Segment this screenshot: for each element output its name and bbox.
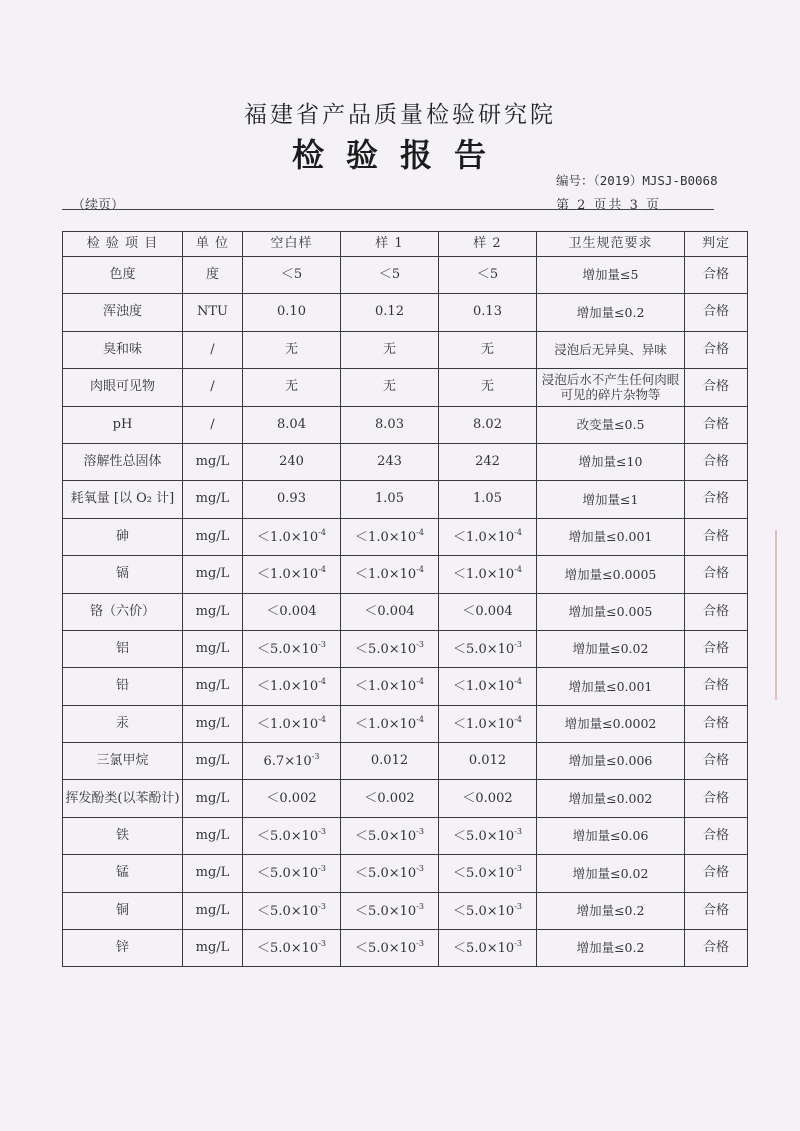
unit: mg/L — [183, 668, 243, 705]
value-sample1: ＜0.002 — [341, 780, 439, 817]
table-row — [63, 743, 748, 780]
value-exponent: -3 — [514, 639, 522, 649]
value-exponent: -4 — [514, 677, 522, 687]
value-mantissa: ＜1.0×10 — [257, 679, 319, 695]
item-name: 浑浊度 — [63, 294, 183, 331]
value-sample2 — [439, 705, 537, 742]
col-header-unit: 单 位 — [183, 232, 243, 257]
table-row — [63, 705, 748, 742]
value-exponent: -4 — [416, 714, 424, 724]
table-row — [63, 331, 748, 368]
value-blank: 8.04 — [243, 406, 341, 443]
value-exponent: -3 — [318, 639, 326, 649]
value-sample2: ＜0.004 — [439, 593, 537, 630]
requirement: 浸泡后水不产生任何肉眼可见的碎片杂物等 — [537, 369, 685, 406]
value-sample1: ＜5 — [341, 257, 439, 294]
result: 合格 — [685, 406, 748, 443]
unit: mg/L — [183, 743, 243, 780]
table-header-row — [63, 232, 748, 257]
value-sample1: ＜0.004 — [341, 593, 439, 630]
value-sample2: 0.012 — [439, 743, 537, 780]
requirement: 增加量≤0.002 — [537, 780, 685, 817]
value-mantissa: 6.7×10 — [263, 754, 312, 770]
requirement: 增加量≤1 — [537, 481, 685, 518]
value-sample1 — [341, 930, 439, 967]
unit: mg/L — [183, 780, 243, 817]
requirement: 增加量≤0.001 — [537, 668, 685, 705]
table-row — [63, 668, 748, 705]
value-exponent: -3 — [416, 901, 424, 911]
requirement: 增加量≤0.005 — [537, 593, 685, 630]
requirement: 增加量≤0.001 — [537, 518, 685, 555]
value-sample1 — [341, 518, 439, 555]
value-blank: 240 — [243, 443, 341, 480]
item-name: 色度 — [63, 257, 183, 294]
unit: mg/L — [183, 630, 243, 667]
value-blank — [243, 817, 341, 854]
requirement: 浸泡后无异臭、异味 — [537, 331, 685, 368]
value-mantissa: ＜5.0×10 — [257, 941, 319, 957]
value-exponent: -3 — [311, 752, 320, 762]
value-mantissa: ＜5.0×10 — [453, 866, 515, 882]
result: 合格 — [685, 369, 748, 406]
table-body — [63, 257, 748, 967]
value-mantissa: ＜5.0×10 — [257, 866, 319, 882]
value-sample1: 无 — [341, 369, 439, 406]
unit: mg/L — [183, 556, 243, 593]
value-mantissa: ＜5.0×10 — [453, 641, 515, 657]
unit: / — [183, 331, 243, 368]
value-mantissa: ＜1.0×10 — [453, 567, 515, 583]
value-mantissa: ＜1.0×10 — [257, 567, 319, 583]
value-exponent: -4 — [318, 527, 326, 537]
result: 合格 — [685, 892, 748, 929]
value-exponent: -3 — [318, 826, 326, 836]
result: 合格 — [685, 294, 748, 331]
value-mantissa: ＜5.0×10 — [453, 903, 515, 919]
requirement: 增加量≤10 — [537, 443, 685, 480]
unit: NTU — [183, 294, 243, 331]
value-blank — [243, 743, 341, 780]
item-name: 溶解性总固体 — [63, 443, 183, 480]
value-sample1: 243 — [341, 443, 439, 480]
item-name: 砷 — [63, 518, 183, 555]
value-mantissa: ＜5.0×10 — [257, 641, 319, 657]
col-header-blank: 空白样 — [243, 232, 341, 257]
result: 合格 — [685, 556, 748, 593]
value-sample1: 无 — [341, 331, 439, 368]
value-sample2: 无 — [439, 331, 537, 368]
value-blank: ＜0.004 — [243, 593, 341, 630]
table-row — [63, 930, 748, 967]
continued-label: （续页） — [72, 198, 125, 213]
value-sample2 — [439, 930, 537, 967]
value-exponent: -3 — [514, 901, 522, 911]
unit: mg/L — [183, 481, 243, 518]
result: 合格 — [685, 855, 748, 892]
result: 合格 — [685, 930, 748, 967]
unit: mg/L — [183, 593, 243, 630]
table-row — [63, 780, 748, 817]
item-name: 铅 — [63, 668, 183, 705]
requirement: 增加量≤0.06 — [537, 817, 685, 854]
value-sample2 — [439, 556, 537, 593]
value-blank: 0.10 — [243, 294, 341, 331]
result: 合格 — [685, 443, 748, 480]
requirement: 增加量≤0.0005 — [537, 556, 685, 593]
requirement: 改变量≤0.5 — [537, 406, 685, 443]
value-blank — [243, 930, 341, 967]
value-mantissa: ＜1.0×10 — [453, 679, 515, 695]
table-row — [63, 630, 748, 667]
value-mantissa: ＜1.0×10 — [355, 716, 417, 732]
value-mantissa: ＜5.0×10 — [453, 941, 515, 957]
item-name: 锰 — [63, 855, 183, 892]
value-blank — [243, 518, 341, 555]
value-sample2: ＜0.002 — [439, 780, 537, 817]
item-name: 汞 — [63, 705, 183, 742]
unit: mg/L — [183, 817, 243, 854]
value-blank — [243, 892, 341, 929]
value-mantissa: ＜5.0×10 — [355, 828, 417, 844]
report-title: 检验报告 — [291, 136, 508, 174]
table-row — [63, 369, 748, 406]
table-row — [63, 294, 748, 331]
result: 合格 — [685, 593, 748, 630]
result: 合格 — [685, 743, 748, 780]
value-sample1 — [341, 705, 439, 742]
result: 合格 — [685, 518, 748, 555]
value-mantissa: ＜5.0×10 — [257, 903, 319, 919]
value-mantissa: ＜5.0×10 — [355, 641, 417, 657]
value-exponent: -3 — [514, 864, 522, 874]
value-sample1 — [341, 556, 439, 593]
unit: / — [183, 406, 243, 443]
value-sample2: ＜5 — [439, 257, 537, 294]
value-exponent: -4 — [514, 527, 522, 537]
unit: mg/L — [183, 930, 243, 967]
value-exponent: -3 — [318, 864, 326, 874]
value-blank: 无 — [243, 369, 341, 406]
value-blank: 0.93 — [243, 481, 341, 518]
value-sample2 — [439, 817, 537, 854]
organization-name: 福建省产品质量检验研究院 — [244, 102, 556, 128]
item-name: 挥发酚类(以苯酚计) — [63, 780, 183, 817]
item-name: 三氯甲烷 — [63, 743, 183, 780]
requirement: 增加量≤0.2 — [537, 294, 685, 331]
value-mantissa: ＜1.0×10 — [257, 716, 319, 732]
item-name: 铝 — [63, 630, 183, 667]
result: 合格 — [685, 257, 748, 294]
value-sample1 — [341, 668, 439, 705]
value-exponent: -4 — [318, 677, 326, 687]
requirement: 增加量≤0.2 — [537, 892, 685, 929]
value-blank — [243, 855, 341, 892]
requirement: 增加量≤0.02 — [537, 630, 685, 667]
value-mantissa: ＜1.0×10 — [453, 716, 515, 732]
table-row — [63, 556, 748, 593]
value-sample2: 8.02 — [439, 406, 537, 443]
item-name: 耗氧量 [以 O₂ 计] — [63, 481, 183, 518]
value-sample2 — [439, 630, 537, 667]
item-name: 铬（六价） — [63, 593, 183, 630]
unit: / — [183, 369, 243, 406]
value-sample1: 0.012 — [341, 743, 439, 780]
value-sample2 — [439, 668, 537, 705]
value-sample1 — [341, 817, 439, 854]
value-sample2 — [439, 892, 537, 929]
col-header-requirement: 卫生规范要求 — [537, 232, 685, 257]
value-mantissa: ＜1.0×10 — [355, 529, 417, 545]
item-name: 锌 — [63, 930, 183, 967]
value-exponent: -3 — [318, 901, 326, 911]
value-sample1 — [341, 630, 439, 667]
unit: mg/L — [183, 892, 243, 929]
value-exponent: -4 — [318, 565, 326, 575]
value-sample2 — [439, 518, 537, 555]
requirement: 增加量≤0.006 — [537, 743, 685, 780]
table-row — [63, 855, 748, 892]
table-row — [63, 593, 748, 630]
result: 合格 — [685, 630, 748, 667]
table-row — [63, 817, 748, 854]
results-table — [62, 231, 748, 967]
table-row — [63, 481, 748, 518]
value-mantissa: ＜5.0×10 — [355, 903, 417, 919]
value-exponent: -4 — [514, 714, 522, 724]
value-sample1: 0.12 — [341, 294, 439, 331]
value-exponent: -3 — [514, 939, 522, 949]
value-blank — [243, 705, 341, 742]
value-mantissa: ＜1.0×10 — [355, 567, 417, 583]
unit: mg/L — [183, 705, 243, 742]
value-exponent: -3 — [416, 826, 424, 836]
value-exponent: -3 — [416, 864, 424, 874]
unit: mg/L — [183, 855, 243, 892]
value-mantissa: ＜5.0×10 — [257, 828, 319, 844]
col-header-result: 判定 — [685, 232, 748, 257]
result: 合格 — [685, 331, 748, 368]
value-blank — [243, 630, 341, 667]
requirement: 增加量≤0.02 — [537, 855, 685, 892]
result: 合格 — [685, 780, 748, 817]
table-row — [63, 443, 748, 480]
unit: 度 — [183, 257, 243, 294]
requirement: 增加量≤0.0002 — [537, 705, 685, 742]
value-exponent: -4 — [318, 714, 326, 724]
value-sample2: 0.13 — [439, 294, 537, 331]
col-header-sample1: 样 1 — [341, 232, 439, 257]
value-mantissa: ＜1.0×10 — [355, 679, 417, 695]
col-header-sample2: 样 2 — [439, 232, 537, 257]
value-blank — [243, 556, 341, 593]
item-name: 铁 — [63, 817, 183, 854]
value-mantissa: ＜1.0×10 — [257, 529, 319, 545]
unit: mg/L — [183, 518, 243, 555]
col-header-item: 检 验 项 目 — [63, 232, 183, 257]
value-exponent: -4 — [416, 527, 424, 537]
value-mantissa: ＜5.0×10 — [355, 866, 417, 882]
table-row — [63, 892, 748, 929]
value-sample2: 1.05 — [439, 481, 537, 518]
value-sample1: 8.03 — [341, 406, 439, 443]
table-row — [63, 518, 748, 555]
value-exponent: -4 — [416, 565, 424, 575]
result: 合格 — [685, 481, 748, 518]
header-rule — [62, 209, 714, 210]
value-sample1: 1.05 — [341, 481, 439, 518]
value-blank — [243, 668, 341, 705]
seal-edge — [775, 530, 800, 700]
item-name: 铜 — [63, 892, 183, 929]
item-name: 镉 — [63, 556, 183, 593]
value-exponent: -4 — [514, 565, 522, 575]
value-mantissa: ＜1.0×10 — [453, 529, 515, 545]
value-sample2: 242 — [439, 443, 537, 480]
value-mantissa: ＜5.0×10 — [355, 941, 417, 957]
page-info: 第 2 页共 3 页 — [556, 198, 662, 213]
value-blank: ＜0.002 — [243, 780, 341, 817]
table-row — [63, 406, 748, 443]
value-exponent: -3 — [514, 826, 522, 836]
item-name: pH — [63, 406, 183, 443]
value-blank: 无 — [243, 331, 341, 368]
value-sample1 — [341, 892, 439, 929]
requirement: 增加量≤5 — [537, 257, 685, 294]
result: 合格 — [685, 705, 748, 742]
report-number: 编号：（2019）MJSJ-B0068 — [556, 173, 718, 188]
value-sample2 — [439, 855, 537, 892]
value-sample2: 无 — [439, 369, 537, 406]
value-sample1 — [341, 855, 439, 892]
result: 合格 — [685, 817, 748, 854]
value-blank: ＜5 — [243, 257, 341, 294]
requirement: 增加量≤0.2 — [537, 930, 685, 967]
result: 合格 — [685, 668, 748, 705]
value-exponent: -4 — [416, 677, 424, 687]
item-name: 肉眼可见物 — [63, 369, 183, 406]
value-exponent: -3 — [416, 639, 424, 649]
unit: mg/L — [183, 443, 243, 480]
value-mantissa: ＜5.0×10 — [453, 828, 515, 844]
value-exponent: -3 — [318, 939, 326, 949]
table-row — [63, 257, 748, 294]
value-exponent: -3 — [416, 939, 424, 949]
item-name: 臭和味 — [63, 331, 183, 368]
